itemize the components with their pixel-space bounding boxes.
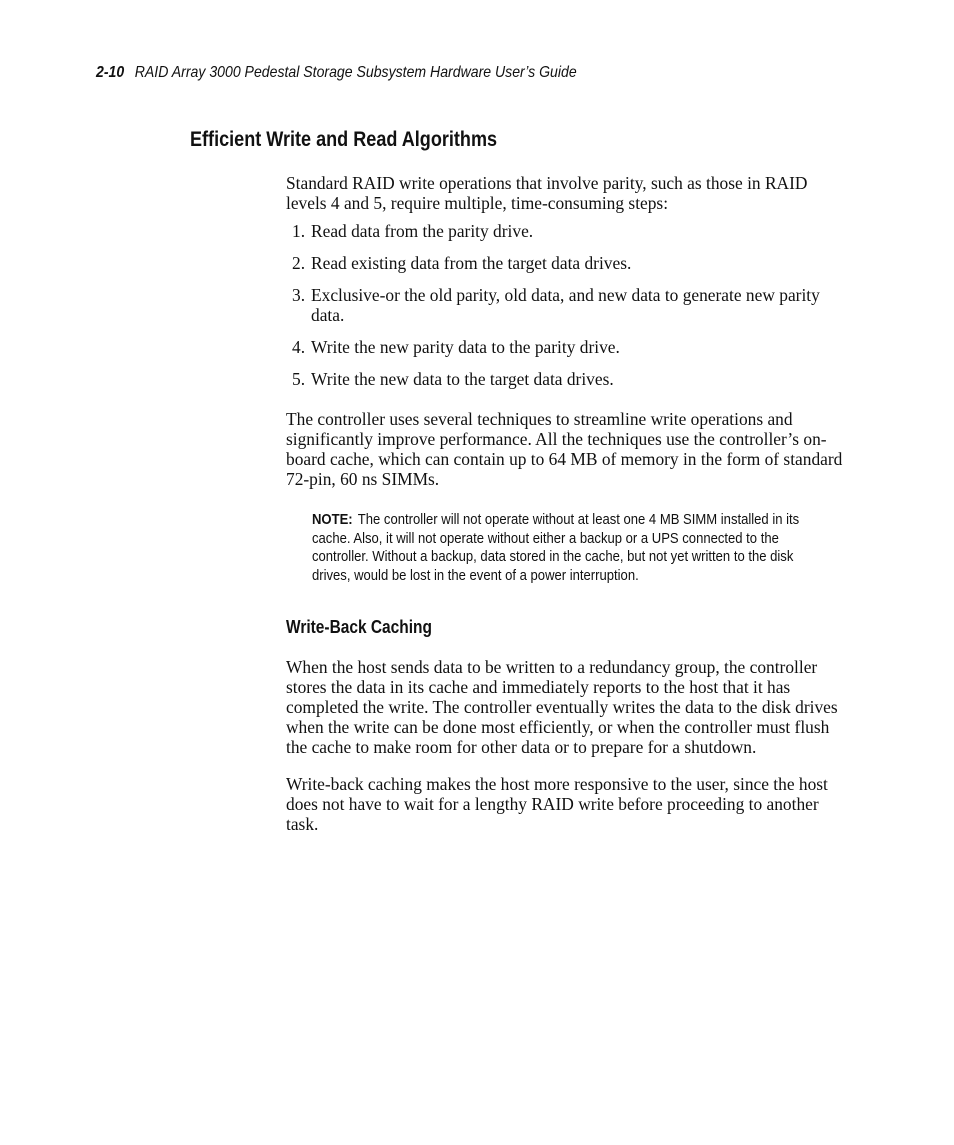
- running-title: RAID Array 3000 Pedestal Storage Subsystem Hardware User’s Guide: [134, 64, 577, 81]
- list-item-number: 2.: [292, 253, 306, 273]
- steps-list: [286, 221, 846, 401]
- intro-text: Standard RAID write operations that involve parity, such as those in RAID levels 4 and 5, require multiple, time-consuming steps:: [286, 173, 808, 213]
- write-back-paragraph-2: [286, 774, 846, 834]
- write-back-paragraph-1: [286, 657, 846, 757]
- write-back-text-1: When the host sends data to be written to a redundancy group, the controller stores the data in its cache and immediately reports to the host that it has completed the write. The controller eventually writes the data to the disk drives when the write can be done most efficiently, or when the controller must flush the cache to make room for other data or to prepare for a shutdown.: [286, 657, 838, 757]
- list-item: [286, 253, 846, 273]
- list-item-text: Read existing data from the target data drives.: [311, 253, 632, 273]
- list-item: [286, 369, 846, 389]
- list-item-number: 5.: [292, 369, 306, 389]
- list-item: [286, 221, 846, 241]
- note-text: The controller will not operate without at least one 4 MB SIMM installed in its cache. Also, it will not operate without either a backup or a UPS connected to the controller. Without a backup, data stored in the cache, but not yet written to the disk drives, would be lost in the event of a power interruption.: [312, 511, 800, 584]
- subsection-heading: Write-Back Caching: [286, 617, 432, 637]
- list-item-text: Exclusive-or the old parity, old data, and new data to generate new parity data.: [311, 285, 820, 325]
- page-header: [96, 64, 577, 82]
- section-heading: Efficient Write and Read Algorithms: [190, 128, 498, 151]
- controller-paragraph: [286, 409, 846, 489]
- controller-text: The controller uses several techniques to streamline write operations and significantly improve performance. All the techniques use the controller’s on-board cache, which can contain up to 64 MB of memory in the form of standard 72-pin, 60 ns SIMMs.: [286, 409, 843, 489]
- list-item: [286, 285, 846, 325]
- intro-paragraph: [286, 173, 846, 213]
- write-back-text-2: Write-back caching makes the host more responsive to the user, since the host does not have to wait for a lengthy RAID write before proceeding to another task.: [286, 774, 828, 834]
- list-item-number: 4.: [292, 337, 306, 357]
- note-label: NOTE:: [312, 511, 353, 528]
- list-item-number: 3.: [292, 285, 306, 305]
- list-item-text: Read data from the parity drive.: [311, 221, 534, 241]
- list-item: [286, 337, 846, 357]
- note-box: [312, 511, 828, 585]
- list-item-number: 1.: [292, 221, 306, 241]
- list-item-text: Write the new parity data to the parity drive.: [311, 337, 620, 357]
- list-item-text: Write the new data to the target data drives.: [311, 369, 614, 389]
- page-number: 2-10: [96, 64, 125, 81]
